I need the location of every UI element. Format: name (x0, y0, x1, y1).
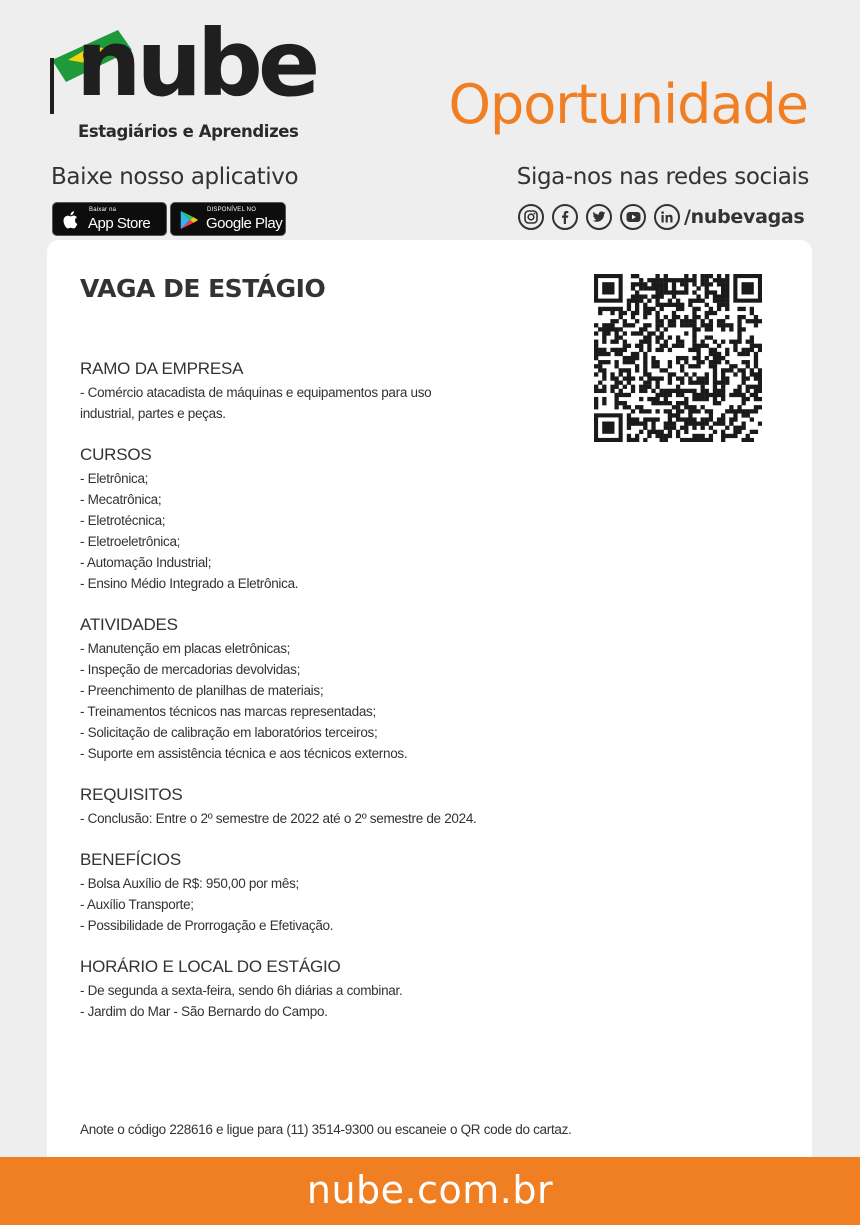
list-item: - Automação Industrial; (80, 555, 212, 570)
list-item: - Ensino Médio Integrado a Eletrônica. (80, 576, 299, 591)
headline: Oportunidade (448, 73, 808, 136)
linkedin-icon[interactable] (654, 204, 680, 230)
footer-website-link[interactable]: nube.com.br (306, 1168, 554, 1212)
section-title: CURSOS (80, 445, 152, 464)
list-item: - Mecatrônica; (80, 492, 162, 507)
app-store-badge[interactable] (52, 202, 167, 236)
section-title: HORÁRIO E LOCAL DO ESTÁGIO (80, 957, 341, 976)
list-item: - Manutenção em placas eletrônicas; (80, 641, 291, 656)
job-title: VAGA DE ESTÁGIO (80, 274, 326, 303)
list-item: - Suporte em assistência técnica e aos técnicos externos. (80, 746, 408, 761)
list-item: - Eletrotécnica; (80, 513, 166, 528)
list-item: - De segunda a sexta-feira, sendo 6h diárias a combinar. (80, 983, 403, 998)
list-item: - Eletrônica; (80, 471, 149, 486)
social-title: Siga-nos nas redes sociais (516, 164, 809, 190)
list-item: - Solicitação de calibração em laboratórios terceiros; (80, 725, 378, 740)
logo-tagline: Estagiários e Aprendizes (78, 122, 299, 141)
qr-code[interactable] (594, 274, 762, 442)
section-atividades (80, 614, 580, 764)
section-ramo (80, 358, 580, 424)
section-title: BENEFÍCIOS (80, 850, 181, 869)
list-item: - Inspeção de mercadorias devolvidas; (80, 662, 301, 677)
google-play-label: Google Play (206, 215, 283, 232)
section-horario-local (80, 956, 580, 1022)
list-item: - Eletroeletrônica; (80, 534, 181, 549)
app-store-label: App Store (88, 215, 151, 232)
twitter-icon[interactable] (586, 204, 612, 230)
google-play-badge[interactable] (170, 202, 286, 236)
section-title: REQUISITOS (80, 785, 183, 804)
app-download-title: Baixe nosso aplicativo (51, 164, 299, 190)
contact-note: Anote o código 228616 e ligue para (11) 3514-9300 ou escaneie o QR code do cartaz. (80, 1122, 572, 1137)
youtube-icon[interactable] (620, 204, 646, 230)
list-item: - Treinamentos técnicos nas marcas representadas; (80, 704, 376, 719)
list-item: - Preenchimento de planilhas de materiais; (80, 683, 324, 698)
list-item: industrial, partes e peças. (80, 406, 226, 421)
nube-logo (48, 10, 328, 148)
google-play-icon (178, 209, 200, 231)
social-links (518, 204, 804, 230)
logo-wordmark: nube (76, 10, 316, 117)
section-requisitos (80, 784, 580, 829)
list-item: - Possibilidade de Prorrogação e Efetivação. (80, 918, 334, 933)
apple-icon (60, 209, 82, 231)
google-play-small-text: DISPONÍVEL NO (207, 207, 257, 213)
list-item: - Bolsa Auxílio de R$: 950,00 por mês; (80, 876, 299, 891)
app-store-small-text: Baixar na (89, 207, 117, 213)
section-cursos (80, 444, 580, 594)
section-title: ATIVIDADES (80, 615, 178, 634)
section-title: RAMO DA EMPRESA (80, 359, 244, 378)
job-details (80, 358, 580, 1042)
facebook-icon[interactable] (552, 204, 578, 230)
list-item: - Comércio atacadista de máquinas e equipamentos para uso (80, 385, 432, 400)
instagram-icon[interactable] (518, 204, 544, 230)
list-item: - Conclusão: Entre o 2º semestre de 2022 até o 2º semestre de 2024. (80, 811, 477, 826)
list-item: - Auxílio Transporte; (80, 897, 194, 912)
social-handle: /nubevagas (684, 206, 805, 228)
section-beneficios (80, 849, 580, 936)
list-item: - Jardim do Mar - São Bernardo do Campo. (80, 1004, 328, 1019)
